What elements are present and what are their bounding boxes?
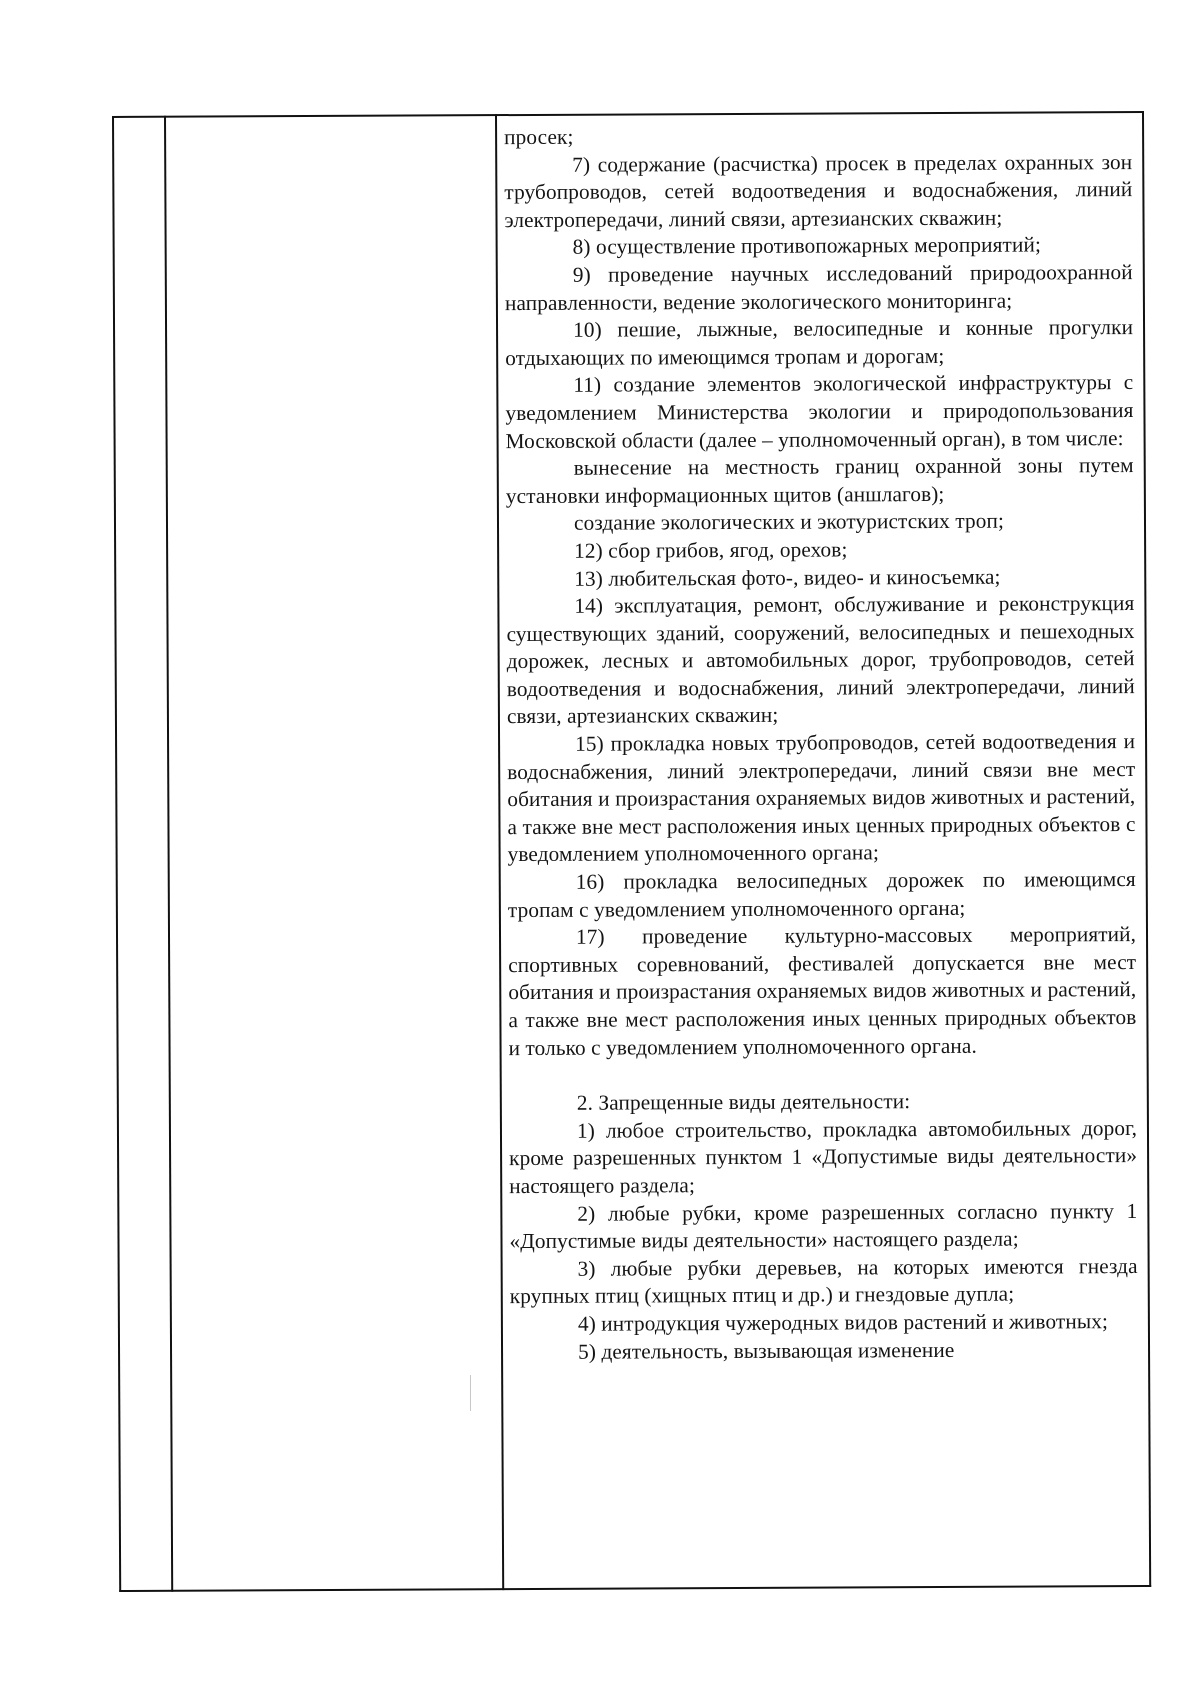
list-item: 14) эксплуатация, ремонт, обслуживание и реконструкция существующих зданий, сооружений, велосипедных и пешеходных дорожек, лесных и автомобильных дорог, трубопроводов, сетей водоотведения и водоснабжения, линий электропередачи, линий связи, артезианских скважин; (506, 591, 1135, 729)
table-border-right (1142, 111, 1151, 1587)
list-item: 1) любое строительство, прокладка автомобильных дорог, кроме разрешенных пунктом 1 «Допустимые виды деятельности» настоящего раздела; (509, 1115, 1138, 1199)
scan-artifact-line (470, 1375, 472, 1411)
list-item: 17) проведение культурно-массовых мероприятий, спортивных соревнований, фестивалей допускается вне мест обитания и произрастания охраняемых видов животных и растений, а также вне мест расположения иных ценных природных объектов и только с уведомлением уполномоченного органа. (508, 922, 1137, 1060)
list-item: 10) пешие, лыжные, велосипедные и конные прогулки отдыхающих по имеющимся тропам и дорогам; (505, 315, 1134, 370)
list-item: 15) прокладка новых трубопроводов, сетей водоотведения и водоснабжения, линий электропередачи, линий связи вне мест обитания и произрастания охраняемых видов животных и растений, а также вне мест расположения иных ценных природных объектов с уведомлением уполномоченного органа; (507, 729, 1136, 867)
table-cell-regime (504, 121, 1139, 1584)
list-item: 5) деятельность, вызывающая изменение (577, 1337, 955, 1364)
list-item: 9) проведение научных исследований природоохранной направленности, ведение экологического мониторинга; (504, 259, 1133, 315)
list-item: 16) прокладка велосипедных дорожек по имеющимся тропам с уведомлением уполномоченного органа; (507, 867, 1136, 922)
table-cell-number (114, 118, 171, 1588)
paragraph: просек; (504, 124, 574, 150)
paragraph-gap (509, 1059, 1137, 1090)
list-item: 3) любые рубки деревьев, на которых имеются гнезда крупных птиц (хищных птиц и др.) и гнездовые дупла; (509, 1253, 1138, 1309)
list-item: создание экологических и экотуристских троп; (573, 508, 1005, 536)
table-cell-name (166, 116, 502, 1588)
regulation-table (112, 111, 1151, 1594)
list-item: 4) интродукция чужеродных видов растений и животных; (577, 1309, 1109, 1336)
list-item: 11) создание элементов экологической инфраструктуры с уведомлением Министерства экологии и природопользования Московской области (далее – уполномоченный орган), в том числе: (505, 370, 1134, 453)
list-item: вынесение на местность границ охранной зоны путем установки информационных щитов (аншлагов); (505, 453, 1134, 508)
list-item: 12) сбор грибов, ягод, орехов; (574, 537, 848, 563)
list-item: 8) осуществление противопожарных мероприятий; (572, 232, 1042, 260)
list-item: 2) любые рубки, кроме разрешенных согласно пункту 1 «Допустимые виды деятельности» настоящего раздела; (509, 1198, 1138, 1254)
list-item: 7) содержание (расчистка) просек в пределах охранных зон трубопроводов, сетей водоотведения и водоснабжения, линий электропередачи, линий связи, артезианских скважин; (504, 149, 1133, 232)
list-item: 13) любительская фото-, видео- и киносъемка; (574, 564, 1001, 591)
section-heading: 2. Запрещенные виды деятельности: (576, 1089, 911, 1115)
